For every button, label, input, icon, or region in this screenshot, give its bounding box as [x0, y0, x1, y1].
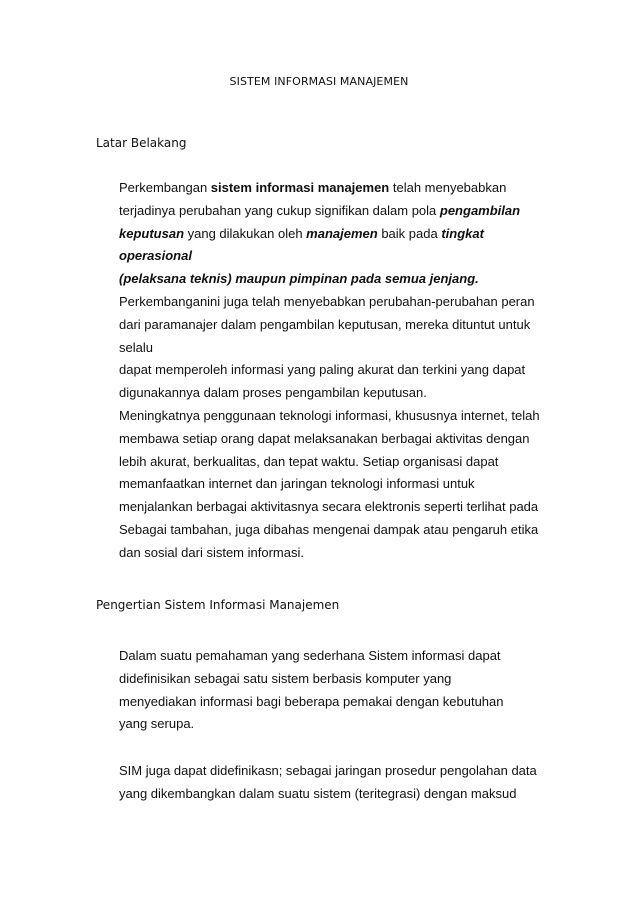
text-line: dapat memperoleh informasi yang paling akurat dan terkini yang dapat [119, 362, 526, 378]
section-heading-pengertian-sim: Pengertian Sistem Informasi Manajemen [96, 598, 340, 612]
text-line: menjalankan berbagai aktivitasnya secara elektronis seperti terlihat pada [119, 499, 539, 515]
section-heading-latar-belakang: Latar Belakang [96, 136, 187, 150]
text-line: membawa setiap orang dapat melaksanakan berbagai aktivitas dengan [119, 430, 530, 446]
text-line: SIM juga dapat didefinikasn; sebagai jaringan prosedur pengolahan data [119, 763, 537, 778]
bold-text: sistem informasi manajemen [210, 180, 390, 195]
text-line: dari paramanajer dalam pengambilan keputusan, mereka dituntut untuk [119, 316, 531, 332]
bold-italic-text: (pelaksana teknis) maupun pimpinan pada semua jenjang. [119, 271, 479, 287]
paragraph-latar-belakang [119, 177, 559, 565]
text-line: lebih akurat, berkualitas, dan tepat waktu. Setiap organisasi dapat [119, 453, 499, 469]
bold-italic-text: tingkat [441, 225, 484, 241]
text-line: Meningkatnya penggunaan teknologi informasi, khususnya internet, telah [119, 407, 540, 423]
text-line: memanfaatkan internet dan jaringan teknologi informasi untuk [119, 476, 475, 492]
text-line: menyediakan informasi bagi beberapa pemakai dengan kebutuhan [119, 693, 504, 709]
text-line: Sebagai tambahan, juga dibahas mengenai dampak atau pengaruh etika [119, 521, 539, 537]
bold-italic-text: manajemen [306, 225, 378, 241]
paragraph-definisi-sim [119, 760, 559, 806]
text-line [119, 245, 559, 268]
text-line: terjadinya perubahan yang cukup signifikan dalam pola pengambilan [119, 202, 521, 218]
text-line: yang serupa. [119, 716, 195, 732]
text-line: keputusan yang dilakukan oleh manajemen baik pada tingkat [119, 225, 484, 241]
text-line: Perkembangan sistem informasi manajemen telah menyebabkan [119, 180, 507, 195]
text-line: Perkembanganini juga telah menyebabkan perubahan-perubahan peran [119, 293, 535, 309]
text-line: selalu [119, 339, 153, 355]
paragraph-definisi-sistem-informasi [119, 645, 559, 736]
bold-italic-text: keputusan [119, 225, 185, 241]
bold-italic-text: pengambilan [439, 202, 521, 218]
text-line: Dalam suatu pemahaman yang sederhana Sistem informasi dapat [119, 648, 501, 663]
bold-italic-text: operasional [119, 248, 192, 264]
text-line: yang dikembangkan dalam suatu sistem (teritegrasi) dengan maksud [119, 785, 517, 801]
text-line: digunakannya dalam proses pengambilan keputusan. [119, 385, 427, 401]
text-line: dan sosial dari sistem informasi. [119, 544, 304, 560]
text-line: didefinisikan sebagai satu sistem berbasis komputer yang [119, 670, 452, 686]
text-line [119, 268, 559, 291]
document-title: SISTEM INFORMASI MANAJEMEN [229, 75, 409, 88]
